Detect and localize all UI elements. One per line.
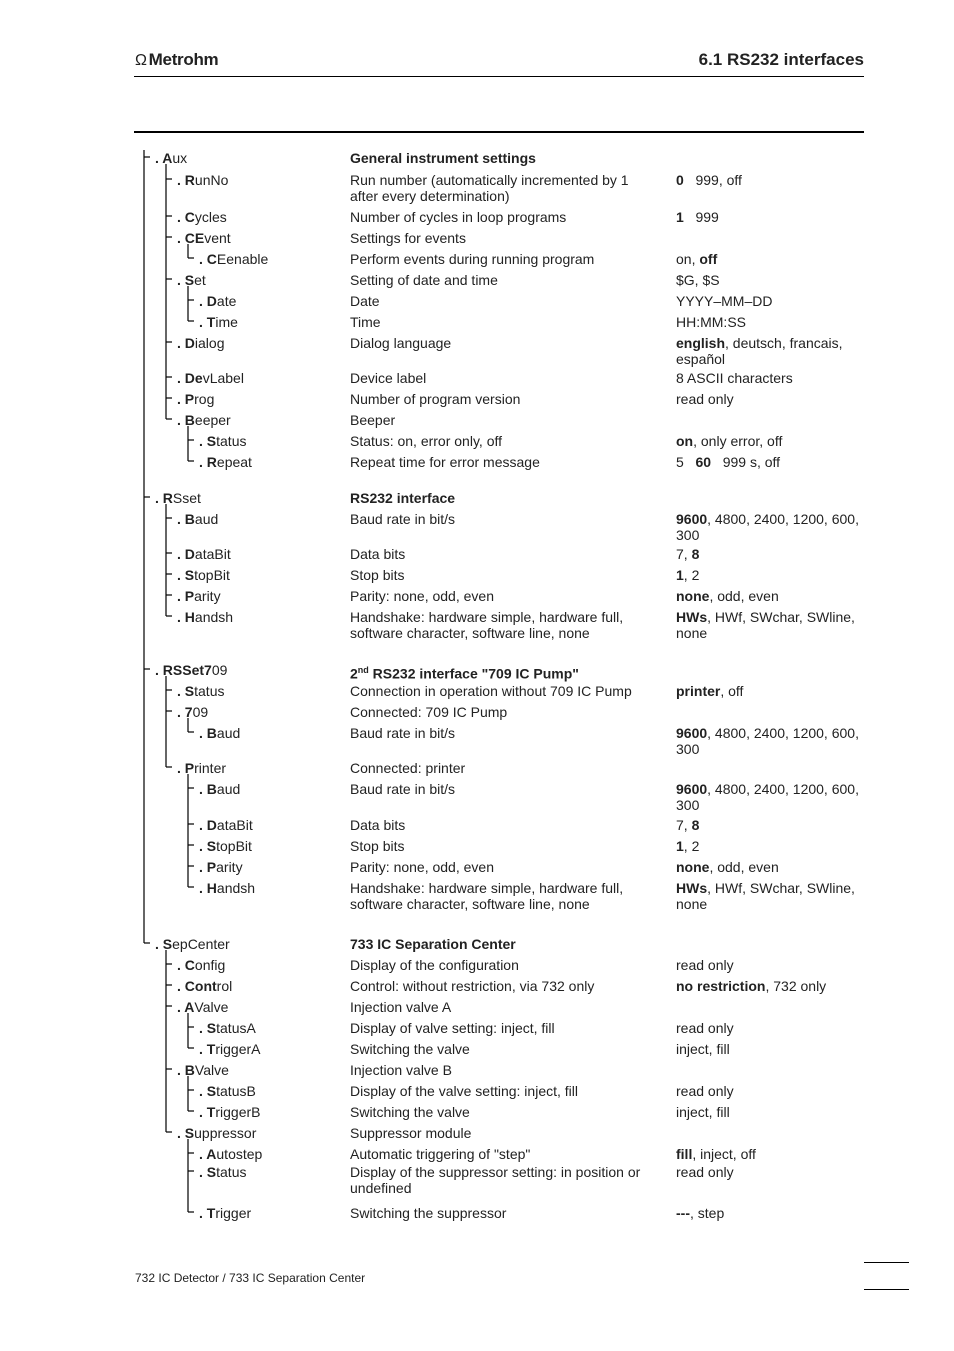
command-values: 1 999 — [676, 209, 719, 225]
command-abbrev: P — [206, 859, 217, 875]
command-description: Display of the configuration — [350, 957, 519, 973]
command-abbrev: S — [206, 1164, 217, 1180]
command-name: . BValve — [177, 1062, 229, 1078]
command-name: . Config — [177, 957, 226, 973]
command-description: Automatic triggering of "step" — [350, 1146, 531, 1162]
omega-icon: Ω — [135, 52, 147, 69]
command-description: Beeper — [350, 412, 396, 428]
command-abbrev: C — [184, 957, 195, 973]
command-name: . RunNo — [177, 172, 229, 188]
group-heading: 2nd RS232 interface "709 IC Pump" — [350, 665, 579, 682]
command-name: . Beeper — [177, 412, 231, 428]
command-abbrev: Cont — [184, 978, 217, 994]
command-name: . Baud — [177, 511, 219, 527]
command-description: Display of the suppressor setting: in position or undefined — [350, 1164, 641, 1196]
command-rest: aud — [194, 511, 219, 527]
command-description: Number of cycles in loop programs — [350, 209, 567, 225]
command-abbrev: T — [206, 1041, 216, 1057]
command-name: . Status — [199, 1164, 247, 1180]
command-description: Stop bits — [350, 838, 405, 854]
command-rest: eeper — [194, 412, 231, 428]
command-name: . Parity — [177, 588, 221, 604]
command-abbrev: C — [206, 251, 217, 267]
command-rest: 09 — [211, 662, 228, 678]
command-name: . StopBit — [199, 838, 252, 854]
command-values: 1, 2 — [676, 567, 700, 583]
command-values: read only — [676, 957, 734, 973]
command-name: . Status — [199, 433, 247, 449]
command-name: . Aux — [155, 150, 188, 166]
command-values: 7, 8 — [676, 817, 700, 833]
command-description: Stop bits — [350, 567, 405, 583]
command-values: read only — [676, 391, 734, 407]
section-title: 6.1 RS232 interfaces — [698, 50, 864, 69]
command-abbrev: B — [206, 781, 217, 797]
command-description: Repeat time for error message — [350, 454, 540, 470]
command-rest: andsh — [194, 609, 234, 625]
command-name: . Suppressor — [177, 1125, 257, 1141]
command-rest: epeat — [216, 454, 252, 470]
command-description: Connection in operation without 709 IC Pump — [350, 683, 632, 699]
command-name: . CEvent — [177, 230, 231, 246]
command-description: Switching the suppressor — [350, 1205, 507, 1221]
command-name: . Parity — [199, 859, 243, 875]
command-rest: utostep — [216, 1146, 263, 1162]
command-values: 9600, 4800, 2400, 1200, 600, 300 — [676, 725, 863, 757]
command-abbrev: T — [206, 1104, 216, 1120]
command-name: . Control — [177, 978, 233, 994]
command-rest: epCenter — [172, 936, 230, 952]
command-values: read only — [676, 1164, 734, 1180]
command-abbrev: D — [184, 335, 195, 351]
command-abbrev: S — [184, 272, 195, 288]
command-abbrev: S — [206, 433, 217, 449]
command-values: ---, step — [676, 1205, 725, 1221]
command-description: Number of program version — [350, 391, 521, 407]
command-rest: Sset — [172, 490, 201, 506]
command-rest: tatus — [216, 1164, 247, 1180]
command-name: . DevLabel — [177, 370, 244, 386]
command-abbrev: B — [184, 1062, 195, 1078]
command-description: Handshake: hardware simple, hardware full, software character, software line, none — [350, 880, 624, 912]
command-values: 0 999, off — [676, 172, 742, 188]
command-rest: tatus — [194, 683, 225, 699]
command-abbrev: S — [162, 936, 173, 952]
command-abbrev: D — [206, 293, 217, 309]
command-description: Setting of date and time — [350, 272, 498, 288]
header-rule — [134, 76, 864, 77]
command-name: . Baud — [199, 725, 241, 741]
command-abbrev: P — [184, 588, 195, 604]
command-rest: Valve — [194, 999, 229, 1015]
command-name: . 709 — [177, 704, 209, 720]
command-abbrev: P — [184, 391, 195, 407]
command-description: Baud rate in bit/s — [350, 511, 456, 527]
command-description: Injection valve B — [350, 1062, 452, 1078]
command-abbrev: T — [206, 314, 216, 330]
command-description: Status: on, error only, off — [350, 433, 503, 449]
command-rest: topBit — [194, 567, 230, 583]
footer-rule-bottom — [864, 1289, 909, 1290]
command-abbrev: B — [206, 725, 217, 741]
group-heading: RS232 interface — [350, 490, 456, 506]
command-values: read only — [676, 1020, 734, 1036]
command-abbrev: P — [184, 760, 195, 776]
command-values: read only — [676, 1083, 734, 1099]
command-description: Injection valve A — [350, 999, 452, 1015]
command-name: . DataBit — [199, 817, 253, 833]
command-rest: Eenable — [216, 251, 269, 267]
command-values: on, off — [676, 251, 718, 267]
command-name: . TriggerA — [199, 1041, 261, 1057]
command-description: Device label — [350, 370, 427, 386]
command-rest: rigger — [215, 1205, 252, 1221]
command-name: . Baud — [199, 781, 241, 797]
command-description: Connected: printer — [350, 760, 466, 776]
command-abbrev: S — [184, 1125, 195, 1141]
command-values: 9600, 4800, 2400, 1200, 600, 300 — [676, 511, 863, 543]
command-values: 9600, 4800, 2400, 1200, 600, 300 — [676, 781, 863, 813]
command-abbrev: R — [184, 172, 195, 188]
command-name: . Trigger — [199, 1205, 252, 1221]
command-description: Settings for events — [350, 230, 466, 246]
command-rest: unNo — [194, 172, 229, 188]
command-rest: arity — [216, 859, 243, 875]
command-abbrev: A — [206, 1146, 217, 1162]
command-name: . Set — [177, 272, 206, 288]
command-name: . Autostep — [199, 1146, 263, 1162]
command-name: . Date — [199, 293, 237, 309]
footer-rule-top — [864, 1262, 909, 1263]
command-rest: ataBit — [216, 817, 253, 833]
command-rest: tatusA — [216, 1020, 256, 1036]
command-values: HH:MM:SS — [676, 314, 746, 330]
command-rest: aud — [216, 725, 241, 741]
command-rest: aud — [216, 781, 241, 797]
command-rest: topBit — [216, 838, 252, 854]
command-values: YYYY–MM–DD — [676, 293, 773, 309]
command-name: . CEenable — [199, 251, 269, 267]
command-name: . SepCenter — [155, 936, 230, 952]
command-rest: tatus — [216, 433, 247, 449]
command-rest: et — [194, 272, 206, 288]
command-abbrev: RSSet7 — [162, 662, 212, 678]
command-abbrev: S — [206, 1020, 217, 1036]
command-rest: ycles — [194, 209, 227, 225]
command-rest: riggerA — [215, 1041, 261, 1057]
command-name: . StopBit — [177, 567, 230, 583]
command-description: Data bits — [350, 817, 406, 833]
command-abbrev: S — [206, 838, 217, 854]
command-values: $G, $S — [676, 272, 720, 288]
command-values: 1, 2 — [676, 838, 700, 854]
command-rest: riggerB — [215, 1104, 261, 1120]
command-values: 7, 8 — [676, 546, 700, 562]
command-name: . DataBit — [177, 546, 231, 562]
command-values: HWs, HWf, SWchar, SWline, none — [676, 880, 859, 912]
command-name: . AValve — [177, 999, 229, 1015]
command-description: Baud rate in bit/s — [350, 781, 456, 797]
group-heading: 733 IC Separation Center — [350, 936, 516, 952]
command-name: . Repeat — [199, 454, 252, 470]
command-rest: Valve — [194, 1062, 229, 1078]
command-name: . StatusB — [199, 1083, 256, 1099]
command-abbrev: D — [184, 546, 195, 562]
command-name: . Time — [199, 314, 238, 330]
command-values: fill, inject, off — [676, 1146, 756, 1162]
command-abbrev: R — [206, 454, 217, 470]
command-description: Run number (automatically incremented by 1 after every determination) — [350, 172, 629, 204]
command-values: english, deutsch, francais, español — [676, 335, 847, 367]
command-rest: 09 — [192, 704, 209, 720]
command-description: Parity: none, odd, even — [350, 859, 494, 875]
command-abbrev: B — [184, 412, 195, 428]
command-name: . Handsh — [199, 880, 256, 896]
command-rest: ime — [215, 314, 238, 330]
command-abbrev: C — [184, 209, 195, 225]
command-abbrev: B — [184, 511, 195, 527]
command-abbrev: H — [184, 609, 195, 625]
command-rest: arity — [194, 588, 221, 604]
command-values: none, odd, even — [676, 588, 779, 604]
command-rest: rinter — [194, 760, 227, 776]
command-description: Data bits — [350, 546, 406, 562]
command-abbrev: H — [206, 880, 217, 896]
command-rest: rol — [216, 978, 233, 994]
command-values: inject, fill — [676, 1104, 730, 1120]
command-abbrev: De — [184, 370, 203, 386]
command-rest: ux — [172, 150, 188, 166]
command-rest: onfig — [194, 957, 226, 973]
command-values: 8 ASCII characters — [676, 370, 793, 386]
section-rule — [134, 131, 864, 133]
command-description: Display of the valve setting: inject, fill — [350, 1083, 578, 1099]
command-abbrev: S — [184, 683, 195, 699]
command-name: . RSset — [155, 490, 201, 506]
command-name: . Handsh — [177, 609, 234, 625]
command-description: Dialog language — [350, 335, 452, 351]
command-name: . Status — [177, 683, 225, 699]
command-name: . TriggerB — [199, 1104, 261, 1120]
command-rest: ataBit — [194, 546, 231, 562]
command-description: Handshake: hardware simple, hardware full, software character, software line, none — [350, 609, 624, 641]
command-abbrev: CE — [184, 230, 205, 246]
command-description: Display of valve setting: inject, fill — [350, 1020, 555, 1036]
command-description: Perform events during running program — [350, 251, 595, 267]
command-name: . Dialog — [177, 335, 225, 351]
command-values: none, odd, even — [676, 859, 779, 875]
command-values: on, only error, off — [676, 433, 783, 449]
command-name: . RSSet709 — [155, 662, 228, 678]
command-description: Control: without restriction, via 732 only — [350, 978, 595, 994]
command-abbrev: S — [184, 567, 195, 583]
command-rest: ate — [216, 293, 237, 309]
command-rest: rog — [194, 391, 215, 407]
brand-logo — [135, 50, 218, 70]
command-description: Time — [350, 314, 381, 330]
command-description: Switching the valve — [350, 1041, 470, 1057]
command-rest: vLabel — [202, 370, 244, 386]
command-description: Connected: 709 IC Pump — [350, 704, 508, 720]
command-name: . Printer — [177, 760, 227, 776]
command-abbrev: R — [162, 490, 173, 506]
command-description: Suppressor module — [350, 1125, 472, 1141]
command-rest: tatusB — [216, 1083, 256, 1099]
command-abbrev: A — [162, 150, 173, 166]
group-heading: General instrument settings — [350, 150, 536, 166]
command-rest: uppressor — [194, 1125, 257, 1141]
command-abbrev: T — [206, 1205, 216, 1221]
command-abbrev: A — [184, 999, 195, 1015]
command-values: no restriction, 732 only — [676, 978, 827, 994]
command-name: . Prog — [177, 391, 215, 407]
command-rest: andsh — [216, 880, 256, 896]
command-description: Parity: none, odd, even — [350, 588, 494, 604]
footer-text: 732 IC Detector / 733 IC Separation Center — [135, 1271, 366, 1285]
command-rest: vent — [204, 230, 231, 246]
command-description: Baud rate in bit/s — [350, 725, 456, 741]
command-name: . Cycles — [177, 209, 227, 225]
command-abbrev: 7 — [184, 704, 193, 720]
command-description: Date — [350, 293, 380, 309]
command-values: 5 60 999 s, off — [676, 454, 781, 470]
brand-name: Metrohm — [148, 50, 219, 69]
command-values: HWs, HWf, SWchar, SWline, none — [676, 609, 859, 641]
command-values: inject, fill — [676, 1041, 730, 1057]
command-values: printer, off — [676, 683, 744, 699]
command-abbrev: D — [206, 817, 217, 833]
command-abbrev: S — [206, 1083, 217, 1099]
command-name: . StatusA — [199, 1020, 256, 1036]
command-rest: ialog — [194, 335, 225, 351]
command-description: Switching the valve — [350, 1104, 470, 1120]
